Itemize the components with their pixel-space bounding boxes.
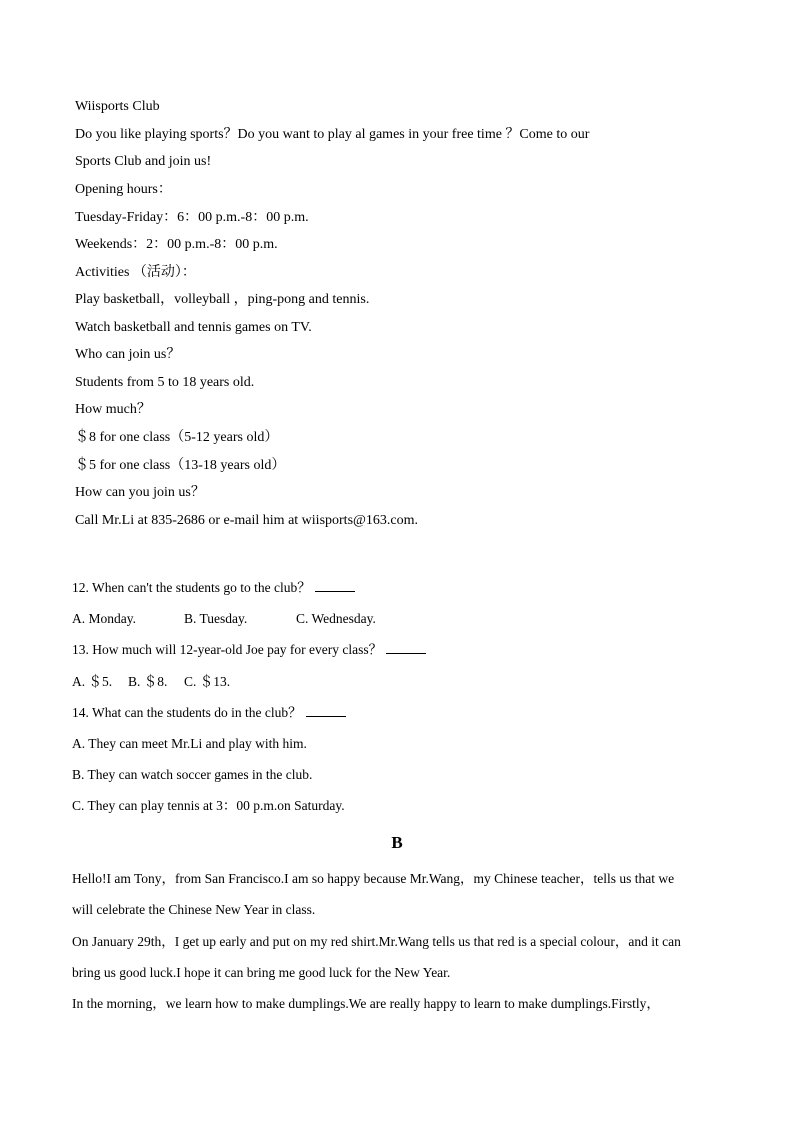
ad-hours-weekend: Weekends：2：00 p.m.-8：00 p.m.	[75, 237, 278, 252]
ad-intro-line-2: Sports Club and join us!	[75, 154, 212, 169]
option-a: A. Monday.	[72, 611, 136, 626]
answer-blank[interactable]	[386, 641, 426, 654]
ad-price-1: ＄8 for one class（5-12 years old）	[75, 430, 279, 445]
question-14-option-b: B. They can watch soccer games in the club.	[72, 767, 313, 782]
option-b: B. Tuesday.	[184, 611, 248, 626]
ad-title: Wiisports Club	[75, 99, 160, 114]
ad-join-heading: How can you join us？	[75, 485, 205, 500]
ad-who-heading: Who can join us？	[75, 347, 181, 362]
section-heading: B	[391, 833, 403, 852]
question-14-option-a: A. They can meet Mr.Li and play with him.	[72, 736, 307, 751]
ad-intro-line-1: Do you like playing sports？Do you want to play al games in your free time ？Come to our	[75, 127, 590, 142]
passage-line: will celebrate the Chinese New Year in class.	[72, 902, 316, 917]
answer-blank[interactable]	[306, 704, 346, 717]
passage-line: Hello!I am Tony，from San Francisco.I am so happy because Mr.Wang，my Chinese teacher，tells us that we	[72, 871, 675, 886]
question-12	[72, 579, 355, 597]
passage-line: In the morning，we learn how to make dumplings.We are really happy to learn to make dumplings.Firstly，	[72, 996, 660, 1011]
option-c: C. Wednesday.	[296, 611, 376, 626]
question-13-options	[72, 673, 230, 691]
ad-hours-heading: Opening hours：	[75, 182, 172, 197]
ad-join-answer: Call Mr.Li at 835-2686 or e-mail him at wiisports@163.com.	[75, 513, 419, 528]
ad-activities-heading: Activities （活动）：	[75, 265, 196, 280]
option-b: B. ＄8.	[128, 674, 168, 689]
question-stem: 12. When can't the students go to the club？	[72, 580, 311, 595]
passage-line: bring us good luck.I hope it can bring me good luck for the New Year.	[72, 965, 451, 980]
question-12-options	[72, 610, 376, 628]
question-14	[72, 704, 346, 722]
ad-activity-1: Play basketball，volleyball ，ping-pong and tennis.	[75, 292, 370, 307]
answer-blank[interactable]	[315, 579, 355, 592]
ad-price-2: ＄5 for one class（13-18 years old）	[75, 458, 286, 473]
ad-who-answer: Students from 5 to 18 years old.	[75, 375, 255, 390]
question-13	[72, 641, 426, 659]
option-a: A. ＄5.	[72, 674, 113, 689]
ad-activity-2: Watch basketball and tennis games on TV.	[75, 320, 312, 335]
question-stem: 14. What can the students do in the club？	[72, 705, 302, 720]
passage-line: On January 29th，I get up early and put on my red shirt.Mr.Wang tells us that red is a special colour，and it can	[72, 934, 681, 949]
option-c: C. ＄13.	[184, 674, 231, 689]
question-14-option-c: C. They can play tennis at 3：00 p.m.on Saturday.	[72, 798, 345, 813]
ad-price-heading: How much？	[75, 402, 151, 417]
question-stem: 13. How much will 12-year-old Joe pay for every class？	[72, 642, 383, 657]
ad-hours-weekday: Tuesday-Friday：6：00 p.m.-8：00 p.m.	[75, 210, 309, 225]
